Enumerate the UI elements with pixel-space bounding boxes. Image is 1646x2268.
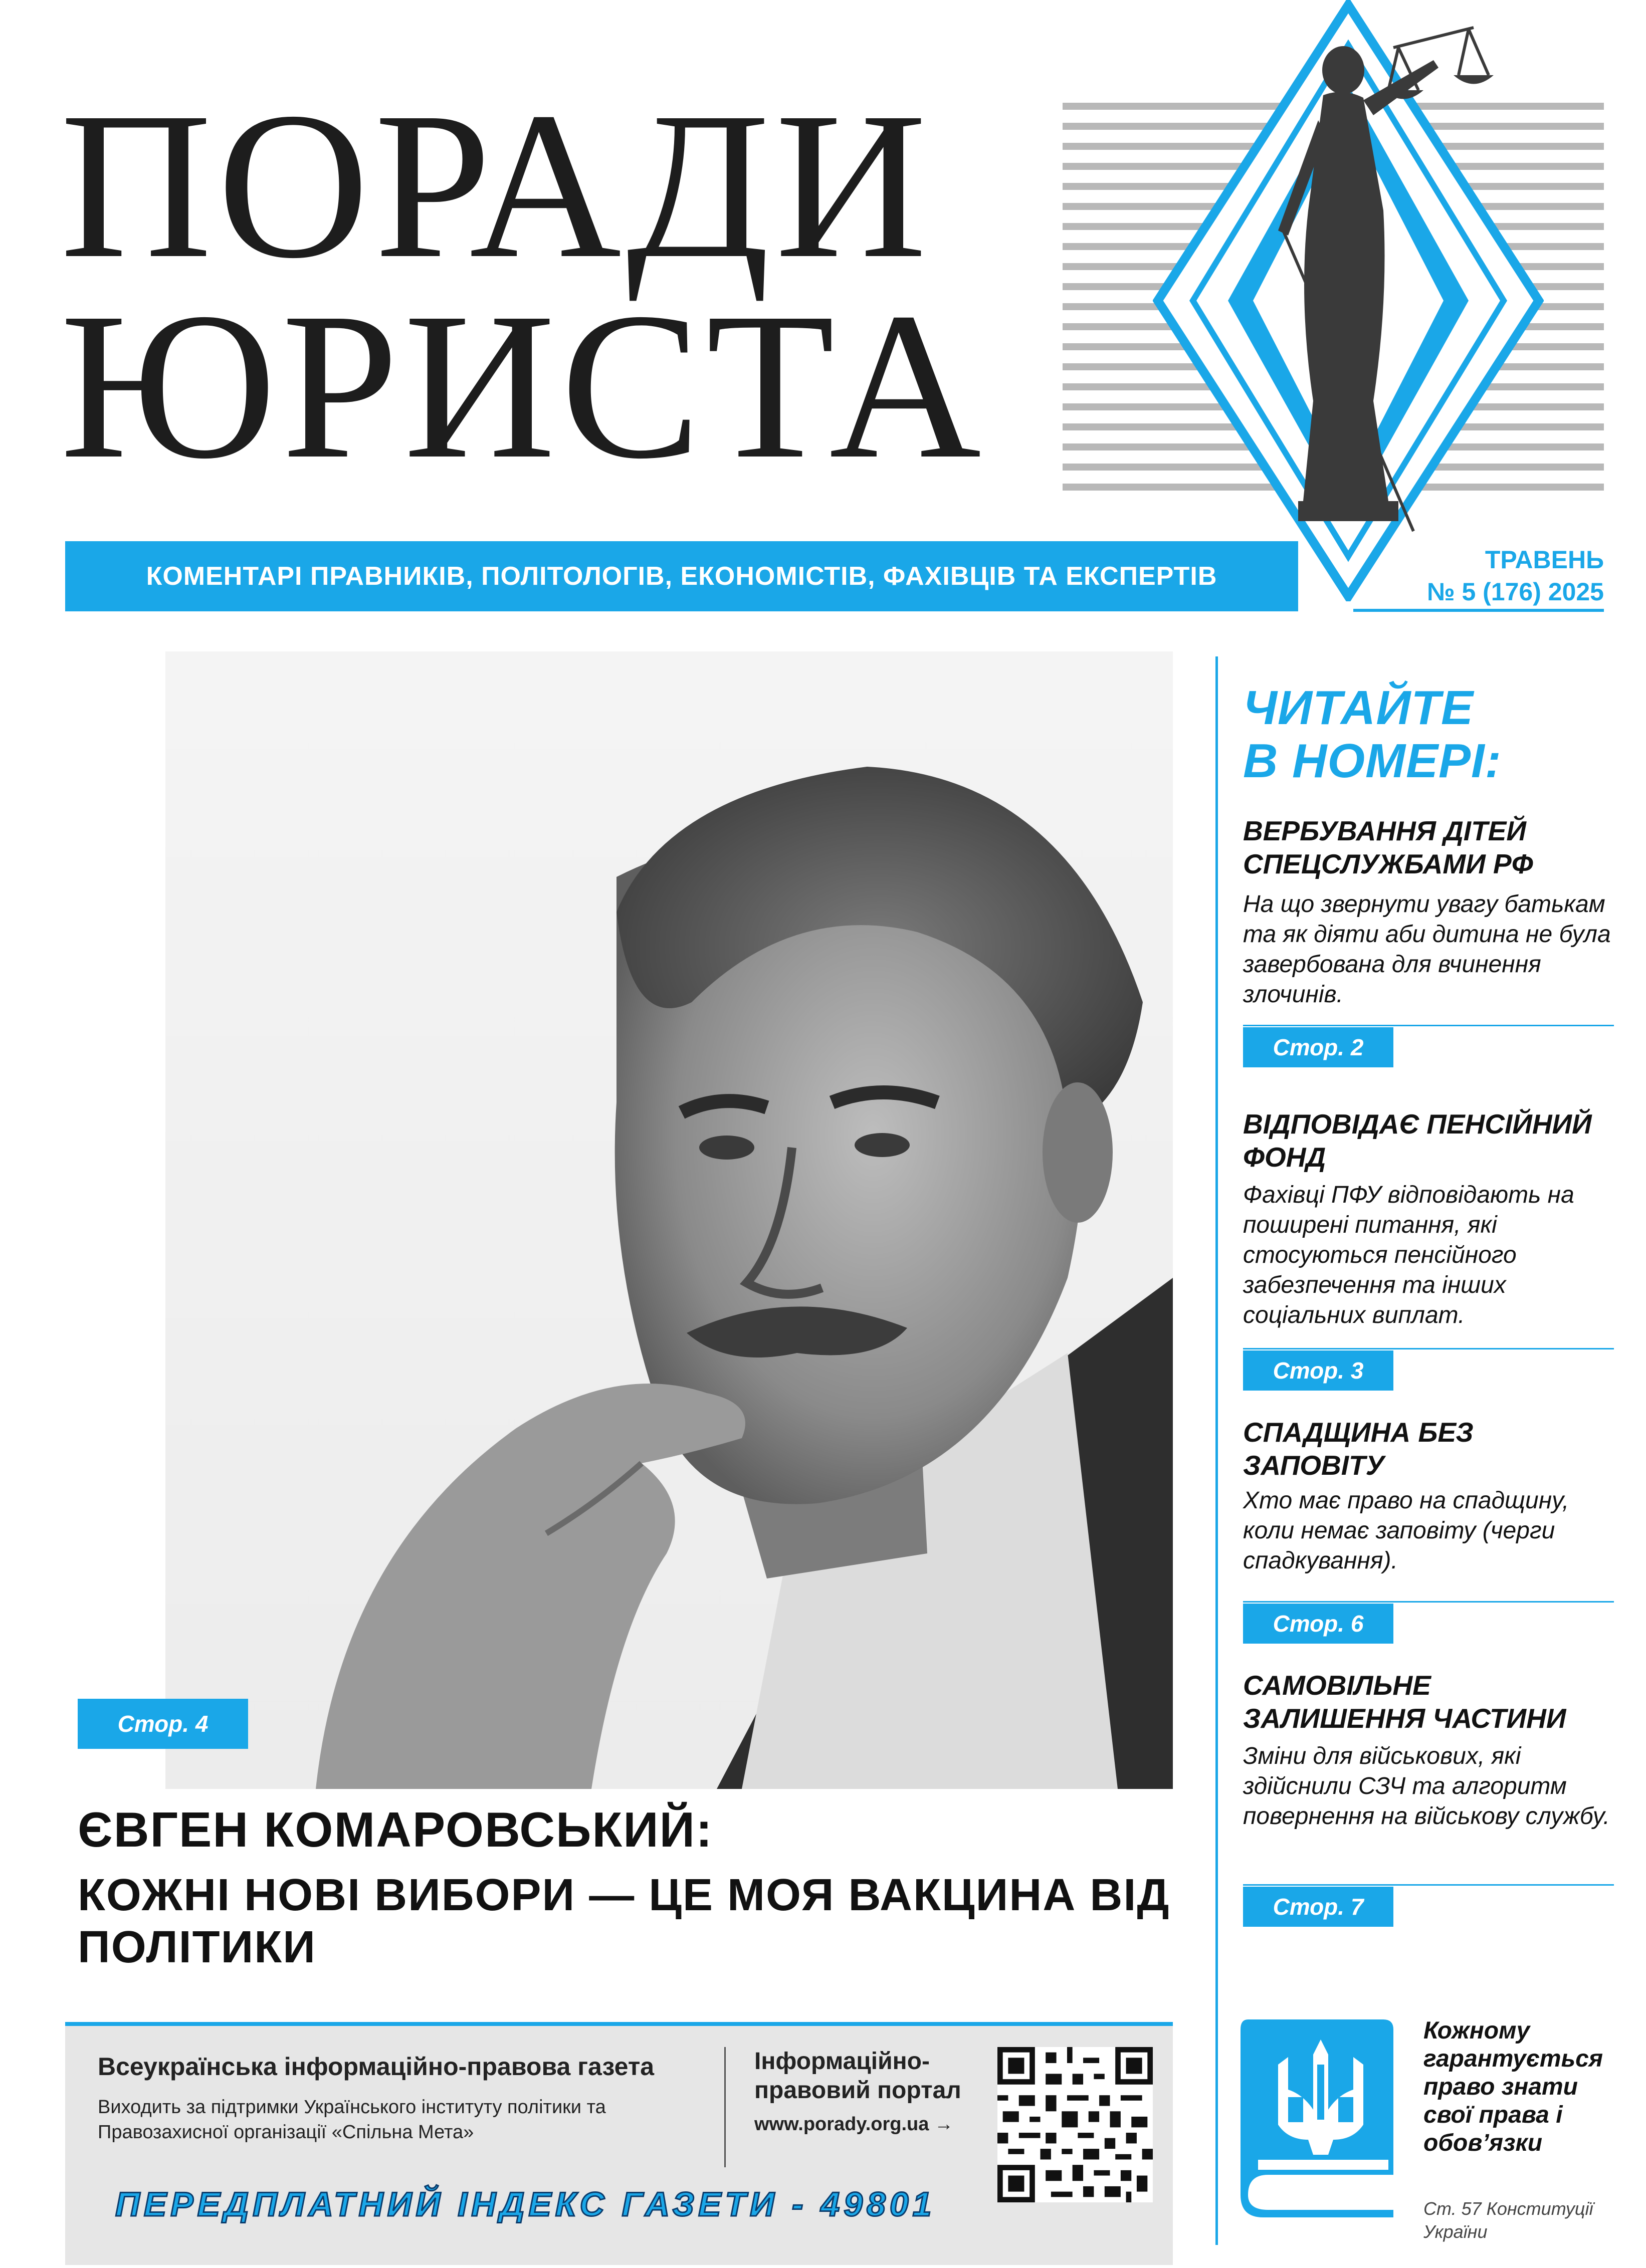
issue-info bbox=[1363, 544, 1604, 608]
article-title[interactable]: ВЕРБУВАННЯ ДІТЕЙ СПЕЦСЛУЖБАМИ РФ bbox=[1243, 815, 1533, 879]
article-title[interactable]: ВІДПОВІДАЄ ПЕНСІЙНИЙ ФОНД bbox=[1243, 1108, 1592, 1173]
portal-link[interactable] bbox=[754, 2114, 953, 2135]
footer-title: Всеукраїнська інформаційно-правова газета bbox=[98, 2053, 655, 2081]
article-summary: Фахівці ПФУ відповідають на поширені питання, які стосуються пенсійного забезпечення та інших соціальних виплат. bbox=[1243, 1182, 1574, 1328]
masthead-title-line1: ПОРАДИ bbox=[60, 69, 932, 302]
cover-headline-name: ЄВГЕН КОМАРОВСЬКИЙ: bbox=[78, 1802, 713, 1857]
issue-number: № 5 (176) 2025 bbox=[1426, 578, 1604, 606]
trident-emblem-icon bbox=[1238, 2009, 1403, 2220]
masthead-subtitle: КОМЕНТАРІ ПРАВНИКІВ, ПОЛІТОЛОГІВ, ЕКОНОМІСТІВ, ФАХІВЦІВ ТА ЕКСПЕРТІВ bbox=[65, 541, 1298, 611]
qr-code-icon[interactable] bbox=[997, 2047, 1153, 2202]
portrait-photo bbox=[165, 651, 1173, 1789]
constitution-quote: Кожному гарантується право знати свої права і обов’язки bbox=[1423, 2017, 1603, 2156]
masthead-title-line2: ЮРИСТА bbox=[60, 269, 986, 502]
issue-month: ТРАВЕНЬ bbox=[1485, 546, 1604, 574]
article-divider bbox=[1243, 1884, 1614, 1886]
article-page-tag[interactable]: Стор. 7 bbox=[1243, 1887, 1393, 1927]
portal-url[interactable]: www.porady.org.ua bbox=[754, 2114, 929, 2135]
sidebar-heading-line2: В НОМЕРІ: bbox=[1243, 734, 1502, 788]
article-divider bbox=[1243, 1601, 1614, 1603]
footer-subtitle: Виходить за підтримки Українського інституту політики та Правозахисної організації «Спільна Мета» bbox=[98, 2097, 606, 2143]
footer-divider bbox=[724, 2047, 726, 2167]
sidebar-heading-line1: ЧИТАЙТЕ bbox=[1243, 681, 1474, 735]
article-summary: На що звернути увагу батькам та як діяти аби дитина не була завербована для вчинення злочинів. bbox=[1243, 891, 1611, 1008]
sidebar-divider bbox=[1215, 656, 1218, 2245]
article-page-tag[interactable]: Стор. 2 bbox=[1243, 1027, 1393, 1067]
article-page-tag[interactable]: Стор. 6 bbox=[1243, 1604, 1393, 1644]
cover-headline-quote: КОЖНІ НОВІ ВИБОРИ — ЦЕ МОЯ ВАКЦИНА ВІД ПОЛІТИКИ bbox=[78, 1870, 1170, 1972]
subscription-index: ПЕРЕДПЛАТНИЙ ІНДЕКС ГАЗЕТИ - 49801 bbox=[115, 2185, 936, 2223]
arrow-right-icon: → bbox=[934, 2114, 953, 2135]
portal-title: Інформаційно-правовий портал bbox=[754, 2048, 961, 2104]
article-summary: Зміни для військових, які здійснили СЗЧ та алгоритм повернення на військову службу. bbox=[1243, 1743, 1610, 1830]
sidebar-heading bbox=[1243, 682, 1502, 788]
article-page-tag[interactable]: Стор. 3 bbox=[1243, 1350, 1393, 1391]
constitution-reference: Ст. 57 Конституції України bbox=[1423, 2198, 1593, 2242]
article-title[interactable]: САМОВІЛЬНЕ ЗАЛИШЕННЯ ЧАСТИНИ bbox=[1243, 1670, 1566, 1734]
article-summary: Хто має право на спадщину, коли немає заповіту (черги спадкування). bbox=[1243, 1487, 1569, 1574]
cover-page-tag[interactable]: Стор. 4 bbox=[78, 1699, 248, 1749]
article-divider bbox=[1243, 1025, 1614, 1026]
article-divider bbox=[1243, 1348, 1614, 1349]
issue-divider bbox=[1353, 609, 1604, 612]
themis-justice-statue-icon bbox=[1153, 0, 1544, 601]
article-title[interactable]: СПАДЩИНА БЕЗ ЗАПОВІТУ bbox=[1243, 1417, 1474, 1481]
